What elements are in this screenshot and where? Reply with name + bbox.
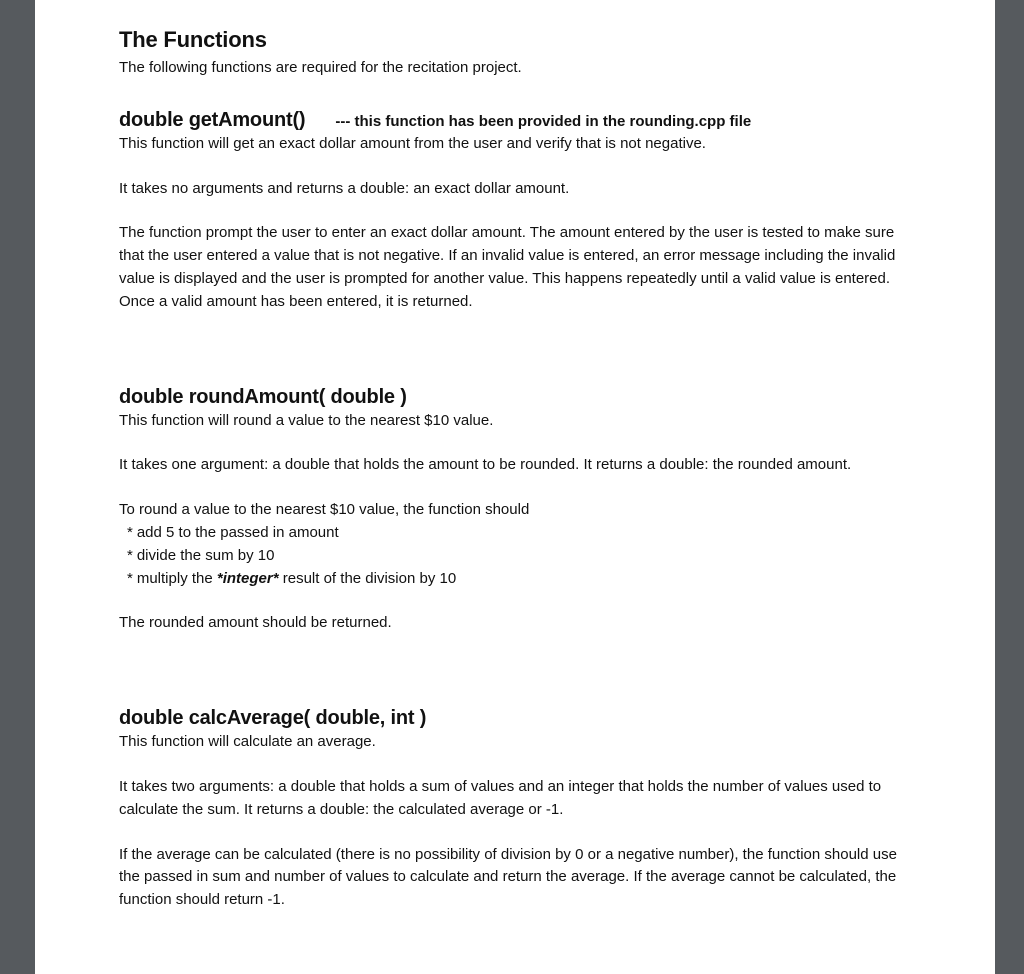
round-amount-heading bbox=[119, 384, 919, 410]
calc-average-detail: If the average can be calculated (there is no possibility of division by 0 or a negative number), the function should use the passed in sum and number of values to calculate and return the average. If the average cannot be calculated, the function should return -1. bbox=[119, 845, 897, 909]
get-amount-detail: The function prompt the user to enter an exact dollar amount. The amount entered by the user is tested to make sure that the user entered a value that is not negative. If an invalid value is entered, an error message including the invalid value is displayed and the user is prompted for another value. This happens repeatedly until a valid value is entered. Once a valid amount has been entered, it is returned. bbox=[119, 224, 896, 310]
document-content bbox=[119, 26, 919, 912]
get-amount-args: It takes no arguments and returns a double: an exact dollar amount. bbox=[119, 179, 570, 197]
get-amount-signature: double getAmount() bbox=[119, 108, 306, 131]
list-item: * divide the sum by 10 bbox=[127, 546, 275, 564]
calc-average-summary: This function will calculate an average. bbox=[119, 733, 376, 751]
integer-emphasis: *integer* bbox=[216, 569, 279, 587]
get-amount-heading bbox=[119, 107, 919, 133]
get-amount-summary: This function will get an exact dollar amount from the user and verify that is not negative. bbox=[119, 134, 706, 152]
get-amount-note: --- this function has been provided in the rounding.cpp file bbox=[335, 112, 752, 130]
round-amount-args: It takes one argument: a double that holds the amount to be rounded. It returns a double: the rounded amount. bbox=[119, 456, 852, 474]
document-page bbox=[35, 0, 995, 974]
calc-average-heading bbox=[119, 705, 919, 731]
calc-average-args: It takes two arguments: a double that holds a sum of values and an integer that holds the number of values used to calculate the sum. It returns a double: the calculated average or -1. bbox=[119, 777, 882, 818]
list-item: * multiply the *integer* result of the division by 10 bbox=[127, 569, 457, 587]
page-title: The Functions bbox=[119, 27, 267, 52]
calc-average-signature: double calcAverage( double, int ) bbox=[119, 707, 427, 730]
round-amount-steps bbox=[119, 522, 919, 590]
round-amount-closing: The rounded amount should be returned. bbox=[119, 614, 392, 632]
intro-text: The following functions are required for the recitation project. bbox=[119, 59, 522, 76]
round-amount-steps-intro: To round a value to the nearest $10 value, the function should bbox=[119, 501, 530, 519]
round-amount-signature: double roundAmount( double ) bbox=[119, 385, 407, 408]
round-amount-summary: This function will round a value to the nearest $10 value. bbox=[119, 411, 494, 429]
list-item: * add 5 to the passed in amount bbox=[127, 523, 339, 541]
